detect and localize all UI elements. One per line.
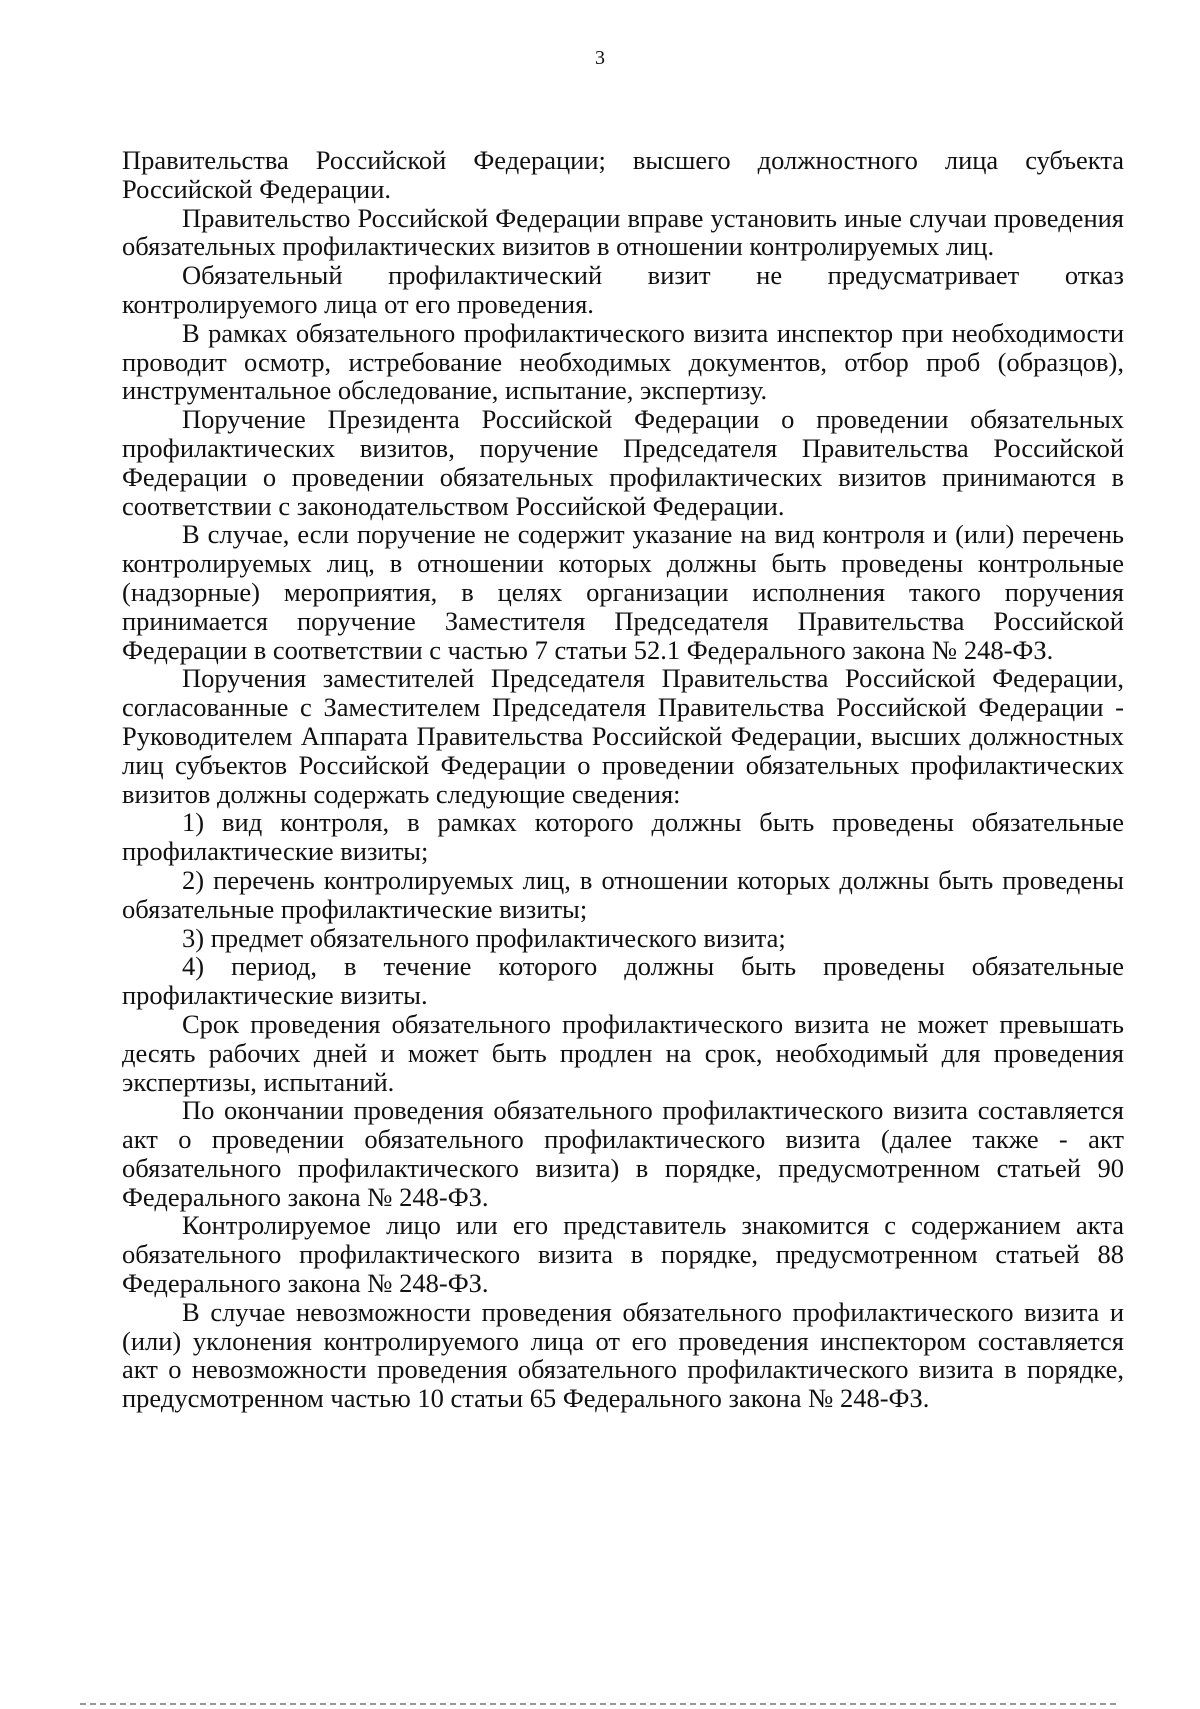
paragraph: Контролируемое лицо или его представитель знакомится с содержанием акта обязательного профилактического визита в порядке, предусмотренном статьей 88 Федерального закона № 248-ФЗ. <box>122 1210 1124 1299</box>
list-item: 1) вид контроля, в рамках которого должны быть проведены обязательные профилактические визиты; <box>122 807 1124 867</box>
paragraph: Правительство Российской Федерации вправе установить иные случаи проведения обязательных профилактических визитов в отношении контролируемых лиц. <box>122 202 1124 262</box>
paragraph-continuation: Правительства Российской Федерации; высшего должностного лица субъекта Российской Федерации. <box>122 145 1124 204</box>
paragraph: В случае, если поручение не содержит указание на вид контроля и (или) перечень контролируемых лиц, в отношении которых должны быть проведены контрольные (надзорные) мероприятия, в целях организации исполнения такого поручения принимается поручение Заместителя Председателя Правительства Российской Федерации в соответствии с частью 7 статьи 52.1 Федерального закона № 248-ФЗ. <box>122 519 1124 665</box>
paragraph: В рамках обязательного профилактического визита инспектор при необходимости проводит осмотр, истребование необходимых документов, отбор проб (образцов), инструментальное обследование, испытание, экспертизу. <box>122 317 1124 406</box>
list-item: 2) перечень контролируемых лиц, в отношении которых должны быть проведены обязательные профилактические визиты; <box>122 864 1124 924</box>
page-number: 3 <box>595 47 605 69</box>
list-item: 4) период, в течение которого должны быть проведены обязательные профилактические визиты. <box>122 951 1124 1011</box>
paragraph: Поручения заместителей Председателя Правительства Российской Федерации, согласованные с Заместителем Председателя Правительства Российской Федерации - Руководителем Аппарата Правительства Российской Федерации, высших должностных лиц субъектов Российской Федерации о проведении обязательных профилактических визитов должны содержать следующие сведения: <box>122 663 1124 809</box>
document-body <box>122 146 1124 1413</box>
paragraph: В случае невозможности проведения обязательного профилактического визита и (или) уклонения контролируемого лица от его проведения инспектором составляется акт о невозможности проведения обязательного профилактического визита в порядке, предусмотренном частью 10 статьи 65 Федерального закона № 248-ФЗ. <box>122 1296 1124 1414</box>
list-item: 3) предмет обязательного профилактического визита; <box>182 922 786 953</box>
paragraph: Обязательный профилактический визит не предусматривает отказ контролируемого лица от его проведения. <box>122 260 1124 319</box>
paragraph: По окончании проведения обязательного профилактического визита составляется акт о проведении обязательного профилактического визита (далее также - акт обязательного профилактического визита) в порядке, предусмотренном статьей 90 Федерального закона № 248-ФЗ. <box>122 1095 1124 1212</box>
scan-edge-artifact <box>80 1703 1120 1705</box>
paragraph: Срок проведения обязательного профилактического визита не может превышать десять рабочих дней и может быть продлен на срок, необходимый для проведения экспертизы, испытаний. <box>122 1008 1124 1097</box>
paragraph: Поручение Президента Российской Федерации о проведении обязательных профилактических визитов, поручение Председателя Правительства Российской Федерации о проведении обязательных профилактических визитов принимаются в соответствии с законодательством Российской Федерации. <box>122 404 1124 521</box>
